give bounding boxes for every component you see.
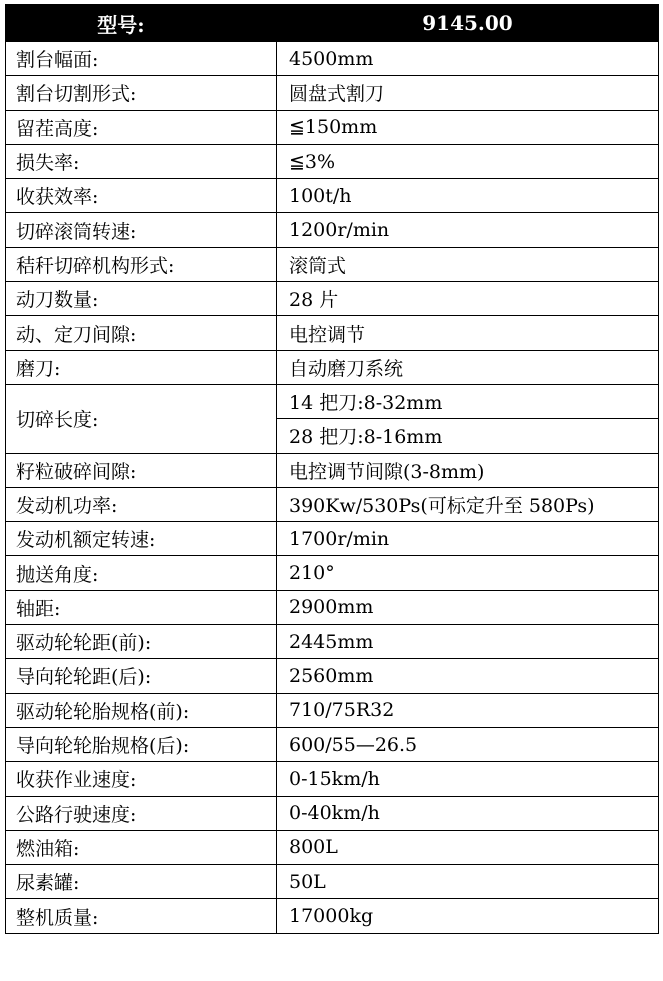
spec-value: ≦3%: [277, 144, 659, 178]
spec-row: [6, 762, 659, 796]
spec-row: [6, 76, 659, 110]
spec-row: [6, 144, 659, 178]
spec-value: 2900mm: [277, 590, 659, 624]
spec-label: 收获效率:: [6, 179, 277, 213]
spec-value: 100t/h: [277, 179, 659, 213]
spec-value: 0-40km/h: [277, 796, 659, 830]
spec-row: [6, 693, 659, 727]
spec-label: 损失率:: [6, 144, 277, 178]
spec-label: 磨刀:: [6, 350, 277, 384]
spec-row: [6, 247, 659, 281]
spec-value: 2560mm: [277, 659, 659, 693]
spec-value: 210°: [277, 556, 659, 590]
spec-value: 710/75R32: [277, 693, 659, 727]
spec-value: 圆盘式割刀: [277, 76, 659, 110]
spec-value: 自动磨刀系统: [277, 350, 659, 384]
spec-row: [6, 179, 659, 213]
spec-value: 14 把刀:8-32mm: [277, 384, 659, 418]
spec-label: 发动机功率:: [6, 487, 277, 521]
spec-label: 割台切割形式:: [6, 76, 277, 110]
spec-value: 1700r/min: [277, 522, 659, 556]
spec-label: 导向轮轮胎规格(后):: [6, 727, 277, 761]
spec-label: 留茬高度:: [6, 110, 277, 144]
spec-label: 割台幅面:: [6, 42, 277, 76]
spec-value: 4500mm: [277, 42, 659, 76]
spec-value: 1200r/min: [277, 213, 659, 247]
spec-row: [6, 590, 659, 624]
spec-row: [6, 899, 659, 933]
spec-row: [6, 865, 659, 899]
spec-row: [6, 625, 659, 659]
spec-row-cut-length: [6, 384, 659, 418]
spec-row: [6, 796, 659, 830]
spec-label: 燃油箱:: [6, 830, 277, 864]
spec-value: 28 把刀:8-16mm: [277, 419, 659, 453]
spec-label: 驱动轮轮距(前):: [6, 625, 277, 659]
spec-value: 600/55—26.5: [277, 727, 659, 761]
spec-row: [6, 42, 659, 76]
spec-value: 390Kw/530Ps(可标定升至 580Ps): [277, 487, 659, 521]
spec-label: 切碎滚筒转速:: [6, 213, 277, 247]
spec-label: 动刀数量:: [6, 282, 277, 316]
spec-row: [6, 556, 659, 590]
spec-value: 电控调节间隙(3-8mm): [277, 453, 659, 487]
spec-value: 电控调节: [277, 316, 659, 350]
spec-label: 切碎长度:: [6, 384, 277, 453]
header-value: 9145.00: [277, 5, 659, 42]
spec-row: [6, 110, 659, 144]
spec-label: 秸秆切碎机构形式:: [6, 247, 277, 281]
spec-label: 发动机额定转速:: [6, 522, 277, 556]
spec-label: 公路行驶速度:: [6, 796, 277, 830]
spec-row: [6, 316, 659, 350]
spec-row: [6, 487, 659, 521]
spec-label: 驱动轮轮胎规格(前):: [6, 693, 277, 727]
spec-table: [5, 4, 659, 934]
header-label: 型号:: [6, 5, 277, 42]
header-row: [6, 5, 659, 42]
spec-value: 800L: [277, 830, 659, 864]
spec-value: ≦150mm: [277, 110, 659, 144]
spec-row: [6, 522, 659, 556]
spec-row: [6, 453, 659, 487]
spec-value: 2445mm: [277, 625, 659, 659]
spec-row: [6, 659, 659, 693]
spec-value: 0-15km/h: [277, 762, 659, 796]
spec-label: 籽粒破碎间隙:: [6, 453, 277, 487]
spec-row: [6, 282, 659, 316]
spec-row: [6, 727, 659, 761]
spec-value: 滚筒式: [277, 247, 659, 281]
spec-label: 收获作业速度:: [6, 762, 277, 796]
spec-label: 抛送角度:: [6, 556, 277, 590]
spec-value: 28 片: [277, 282, 659, 316]
spec-row: [6, 213, 659, 247]
spec-label: 尿素罐:: [6, 865, 277, 899]
spec-value: 50L: [277, 865, 659, 899]
spec-label: 动、定刀间隙:: [6, 316, 277, 350]
spec-label: 整机质量:: [6, 899, 277, 933]
spec-row: [6, 830, 659, 864]
spec-row: [6, 350, 659, 384]
spec-label: 轴距:: [6, 590, 277, 624]
spec-value: 17000kg: [277, 899, 659, 933]
spec-label: 导向轮轮距(后):: [6, 659, 277, 693]
